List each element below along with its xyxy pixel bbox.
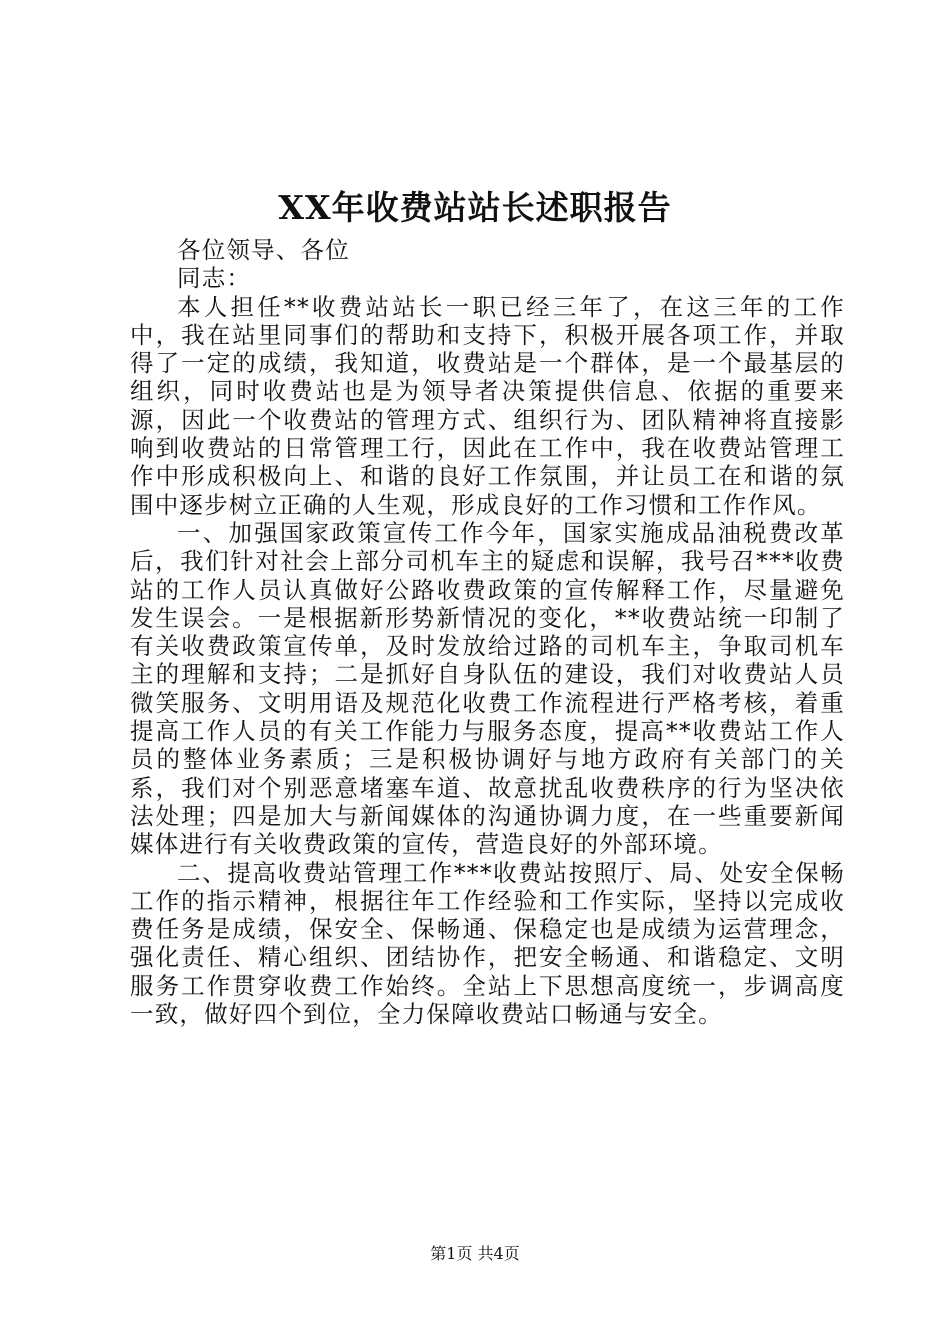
document-title: XX年收费站站长述职报告 (278, 188, 672, 227)
salutation-line-1: 各位领导、各位 (177, 236, 350, 264)
paragraph-section-1: 一、加强国家政策宣传工作今年，国家实施成品油税费改革后，我们针对社会上部分司机车主的疑虑和误解，我号召***收费站的工作人员认真做好公路收费政策的宣传解释工作，尽量避免发生误会。一是根据新形势新情况的变化，**收费站统一印制了有关收费政策宣传单，及时发放给过路的司机车主，争取司机车主的理解和支持；二是抓好自身队伍的建设，我们对收费站人员微笑服务、文明用语及规范化收费工作流程进行严格考核，着重提高工作人员的有关工作能力与服务态度，提高**收费站工作人员的整体业务素质；三是积极协调好与地方政府有关部门的关系，我们对个别恶意堵塞车道、故意扰乱收费秩序的行为坚决依法处理；四是加大与新闻媒体的沟通协调力度，在一些重要新闻媒体进行有关收费政策的宣传，营造良好的外部环境。 (130, 518, 845, 859)
document-body (130, 236, 845, 1028)
salutation-line-2: 同志： (177, 264, 252, 293)
paragraph-intro: 本人担任**收费站站长一职已经三年了，在这三年的工作中，我在站里同事们的帮助和支持下，积极开展各项工作，并取得了一定的成绩，我知道，收费站是一个群体，是一个最基层的组织，同时收费站也是为领导者决策提供信息、依据的重要来源，因此一个收费站的管理方式、组织行为、团队精神将直接影响到收费站的日常管理工行，因此在工作中，我在收费站管理工作中形成积极向上、和谐的良好工作氛围，并让员工在和谐的氛围中逐步树立正确的人生观，形成良好的工作习惯和工作作风。 (130, 292, 845, 519)
paragraph-section-2: 二、提高收费站管理工作***收费站按照厅、局、处安全保畅工作的指示精神，根据往年工作经验和工作实际，坚持以完成收费任务是成绩，保安全、保畅通、保稳定也是成绩为运营理念，强化责任、精心组织、团结协作，把安全畅通、和谐稳定、文明服务工作贯穿收费工作始终。全站上下思想高度统一，步调高度一致，做好四个到位，全力保障收费站口畅通与安全。 (130, 858, 845, 1029)
page-number-footer: 第1页 共4页 (430, 1244, 520, 1263)
